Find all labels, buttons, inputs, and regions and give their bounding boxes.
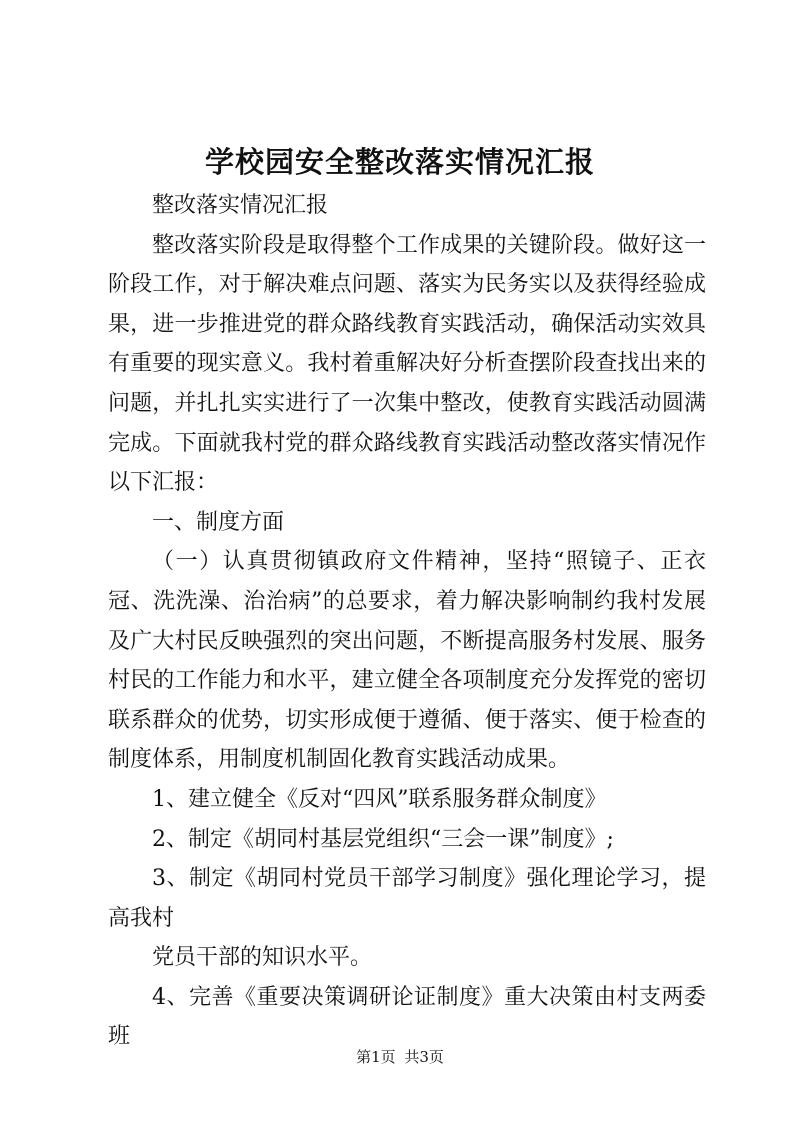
list-item: 2、制定《胡同村基层党组织“三会一课”制度》; — [152, 826, 614, 852]
paragraph-heading: 整改落实情况汇报 — [152, 193, 329, 218]
list-item: 4、完善《重要决策调研论证制度》重大决策由村支两委班 — [108, 984, 706, 1050]
list-item: 1、建立健全《反对“四风”联系服务群众制度》 — [152, 786, 607, 812]
page-total: 共3页 — [404, 1048, 444, 1066]
list-item: 3、制定《胡同村党员干部学习制度》强化理论学习，提高我村 — [108, 866, 706, 931]
paragraph-intro: 整改落实阶段是取得整个工作成果的关键阶段。做好这一阶段工作，对于解决难点问题、落实为民务实以及获得经验成果，进一步推进党的群众路线教育实践活动，确保活动实效具有重要的现实意义。我村着重解决好分析查摆阶段查找出来的问题，并扎扎实实进行了一次集中整改，使教育实践活动圆满完成。下面就我村党的群众路线教育实践活动整改落实情况作以下汇报： — [108, 232, 706, 496]
document-title: 学校园安全整改落实情况汇报 — [204, 145, 595, 179]
list-item-continuation: 党员干部的知识水平。 — [152, 945, 373, 971]
document-body — [108, 186, 706, 1057]
section-heading: 一、制度方面 — [152, 509, 285, 535]
paragraph-subsection: （一）认真贯彻镇政府文件精神，坚持“照镜子、正衣冠、洗洗澡、治治病”的总要求，着力解决影响制约我村发展及广大村民反映强烈的突出问题，不断提高服务村发展、服务村民的工作能力和水平，建立健全各项制度充分发挥党的密切联系群众的优势，切实形成便于遵循、便于落实、便于检查的制度体系，用制度机制固化教育实践活动成果。 — [108, 549, 706, 773]
page-number: 第1页 — [356, 1048, 396, 1066]
page-footer — [0, 1046, 800, 1068]
